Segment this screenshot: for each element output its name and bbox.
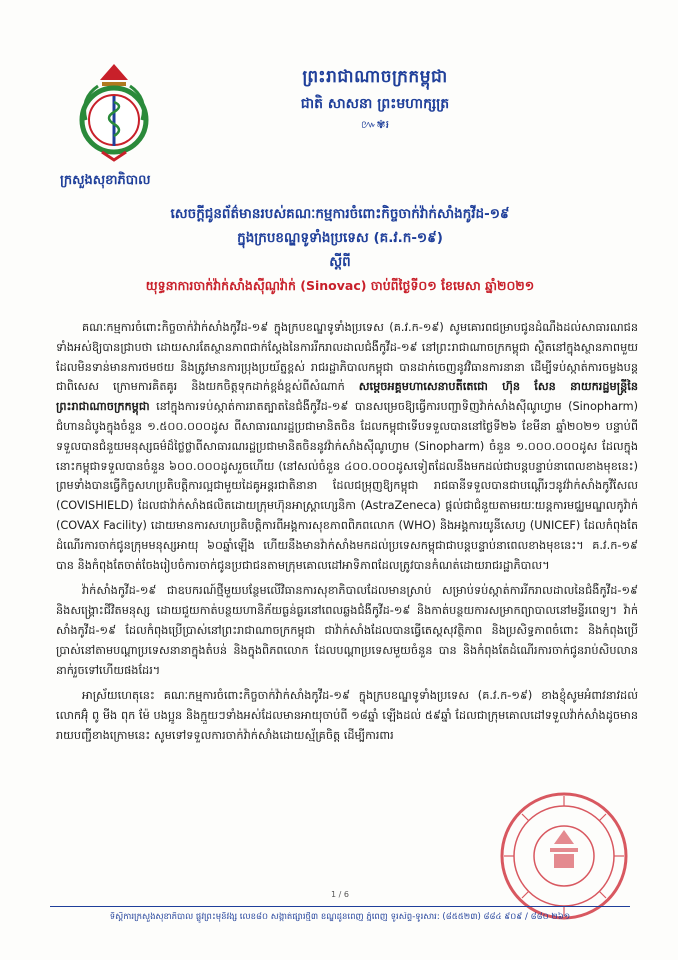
paragraph-2 [56,581,638,680]
ministry-name: ក្រសួងសុខាភិបាល [60,173,151,188]
title-line-4: យុទ្ធនាការចាក់វ៉ាក់សាំងស៊ីណូវ៉ាក់ (Sinovac) ចាប់ពីថ្ងៃទី០១ ខែមេសា ឆ្នាំ២០២១ [145,278,535,293]
press-release-title [40,202,640,298]
national-motto: ជាតិ សាសនា ព្រះមហាក្សត្រ [300,96,450,112]
footer-divider [50,906,630,907]
official-seal [498,790,630,922]
kingdom-heading: ព្រះរាជាណាចក្រកម្ពុជា [302,67,448,87]
page-number: 1 / 6 [331,890,349,899]
title-line-2: ក្នុងក្របខណ្ឌទូទាំងប្រទេស (គ.វ.ក-១៩) [237,230,443,246]
ornament-divider: ៚✾៛ [360,118,390,131]
paragraph-3 [56,686,638,745]
title-line-3: ស្ដីពី [329,254,351,270]
paragraph-1-rest: នៅក្នុងការទប់ស្កាត់ការរាតត្បាតនៃជំងឺកូវីដ-១៩ បានសម្រេចឱ្យធ្វើការបញ្ជាទិញវ៉ាក់សាំងស៊ីណូហ្វាម (Sinopharm) ជំហានដំបូងក្នុងចំនួន ១.៥០០.០០០ដូស ពីសាធារណរដ្ឋប្រជាមានិតចិន ដែលកម្ពុជាទើបទទួលបាននៅថ្ងៃទី២៦ ខែមីនា ឆ្នាំ២០២១ បន្ទាប់ពីទទួលបានជំនួយមនុស្សធម៌ដ៏ថ្លៃថ្លាពីសាធារណរដ្ឋប្រជាមានិតចិននូវវ៉ាក់សាំងស៊ីណូហ្វាម (Sinopharm) ចំនួន ១.០០០.០០០ដូស ដែលក្នុងនោះកម្ពុជាទទួលបានចំនួន ៦០០.០០០ដូសរួចហើយ (នៅសល់ចំនួន ៤០០.០០០ដូសទៀតដែលនឹងមកដល់ជាបន្ដបន្ទាប់នាពេលខាងមុខនេះ) ព្រមទាំងបានធ្វើកិច្ចសហប្រតិបត្តិការល្អជាមួយដៃគូអន្ដរជាតិនានា ដែលជម្រុញឱ្យកម្ពុជា រាជធានីទទួលបានជាបណ្ដើរៗនូវវ៉ាក់សាំងកូវីសែល (COVISHIELD) ដែលជាវ៉ាក់សាំងផលិតដោយក្រុមហ៊ុនអាស្ដ្រាហ្សេនិកា (AstraZeneca) ផ្ដល់ជាជំនួយតាមរយៈយន្ដការមជ្ឈមណ្ឌលកូវ៉ាក់ (COVAX Facility) ដោយមានការសហប្រតិបត្តិការពីអង្គការសុខភាពពិភពលោក (WHO) និងអង្គការយូនីសេហ្វ (UNICEF) ដែលកំពុងតែដំណើរការចាក់ជូនក្រុមមនុស្សអាយុ ៦០ឆ្នាំឡើង ហើយនឹងមានវ៉ាក់សាំងមកដល់ប្រទេសកម្ពុជាជាបន្ដបន្ទាប់នាពេលខាងមុខនេះ។ គ.វ.ក-១៩ បាន និងកំពុងតែចាត់ចែងរៀបចំការចាក់ជូនប្រជាជនតាមក្រុមគោលដៅអាទិភាពដែលត្រូវបានកំណត់ដោយរាជរដ្ឋាភិបាល។ [56,400,638,572]
paragraph-1 [56,318,638,575]
title-line-1: សេចក្ដីជូនព័ត៌មានរបស់គណៈកម្មការចំពោះកិច្ចចាក់វ៉ាក់សាំងកូវីដ-១៩ [170,206,510,222]
document-body [56,318,638,752]
paragraph-3-text: អាស្រ័យហេតុនេះ គណៈកម្មការចំពោះកិច្ចចាក់វ៉ាក់សាំងកូវីដ-១៩ ក្នុងក្របខណ្ឌទូទាំងប្រទេស (គ.វ.ក-១៩) ខាងខ្ញុំសូមអំពាវនាវដល់លោកអ៊ុំ ពូ មីង ពុក ម៉ែ បងប្អូន និងក្មួយៗទាំងអស់ដែលមានអាយុចាប់ពី ១៨ឆ្នាំ ឡើងដល់ ៥៩ឆ្នាំ ដែលជាក្រុមគោលដៅទទួលវ៉ាក់សាំងដូចមានរាយបញ្ជីខាងក្រោមនេះ សូមទៅទទួលការចាក់វ៉ាក់សាំងដោយស្ម័គ្រចិត្ត ដើម្បីការពារ [56,689,638,742]
paragraph-1-intro: គណៈកម្មការចំពោះកិច្ចចាក់វ៉ាក់សាំងកូវីដ-១៩ ក្នុងក្របខណ្ឌទូទាំងប្រទេស (គ.វ.ក-១៩) សូមគោរពជម្រាបជូនដំណឹងដល់សាធារណជនទាំងអស់ឱ្យបានជ្រាបថា ដោយសារតែស្ថានភាពជាក់ស្ដែងនៃការរីករាលដាលជំងឺកូវីដ-១៩ នៅព្រះរាជាណាចក្រកម្ពុជា ស្ថិតនៅក្នុងស្ថានភាពមួយដែលមិនទាន់មានការថមថយ និងត្រូវមានការប្រុងប្រយ័ត្នខ្ពស់ រាជរដ្ឋាភិបាលកម្ពុជា បានដាក់ចេញនូវវិធានការនានា ដើម្បីទប់ស្កាត់ការចម្លងបន្ដ ជាពិសេស ក្រោមការគិតគូរ និងយកចិត្តទុកដាក់ខ្ពង់ខ្ពស់ពីសំណាក់ [56,321,638,394]
paragraph-2-text: វ៉ាក់សាំងកូវីដ-១៩ ជាឧបករណ៍ថ្មីមួយបន្ថែមលើវិធានការសុខាភិបាលដែលមានស្រាប់ សម្រាប់ទប់ស្កាត់ការរីករាលដាលនៃជំងឺកូវីដ-១៩ និងសង្គ្រោះជីវិតមនុស្ស ដោយជួយកាត់បន្ថយហានិភ័យធ្ងន់ធ្ងរនៅពេលឆ្លងជំងឺកូវីដ-១៩ និងកាត់បន្ថយការសម្រាកព្យាបាលនៅមន្ទីរពេទ្យ។ វ៉ាក់សាំងកូវីដ-១៩ ដែលកំពុងប្រើប្រាស់នៅព្រះរាជាណាចក្រកម្ពុជា ជាវ៉ាក់សាំងដែលបានធ្វើតេស្ដសុវត្ថិភាព និងប្រសិទ្ធភាពចំពោះ និងកំពុងប្រើប្រាស់នៅតាមបណ្ដាប្រទេសនានាក្នុងតំបន់ និងក្នុងពិភពលោក ដែលបណ្ដាប្រទេសមួយចំនួន បាន និងកំពុងតែដំណើរការចាក់ជូនរាប់សិបលាននាក់រួចទៅហើយផងដែរ។ [56,584,638,677]
ministry-of-health-logo [72,60,156,164]
footer-address: ទីស្ដីការក្រសួងសុខាភិបាល ផ្លូវព្រះមុនីវង្ស លេខ៨០ សង្កាត់ផ្សារថ្មី៣ ខណ្ឌដូនពេញ ភ្នំពេញ ទូរស័ព្ទ-ទូរសារ: (៨៥៥២៣) ៨៨៤ ៩០៩ / ៨៨០ ២៦១ [109,912,571,922]
paragraph-1-highlight: សម្ដេចអគ្គមហាសេនាបតីតេជោ ហ៊ុន សែន នាយករដ្ឋមន្ដ្រីនៃព្រះរាជាណាចក្រកម្ពុជា [56,380,638,414]
